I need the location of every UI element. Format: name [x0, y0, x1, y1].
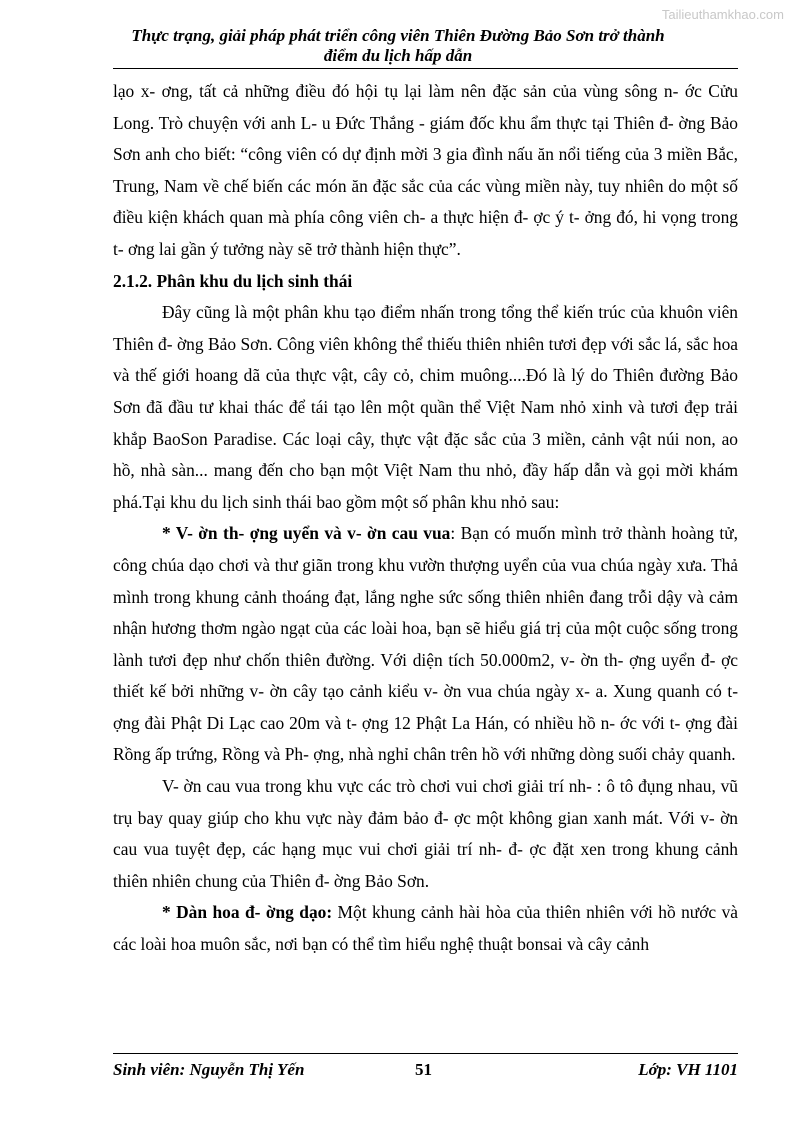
footer-class: Lớp: VH 1101 [638, 1060, 738, 1079]
header-divider [113, 68, 738, 69]
royal-garden-title: * V- ờn th- ợng uyển và v- ờn cau vua [162, 523, 451, 544]
watermark: Tailieuthamkhao.com [661, 7, 784, 22]
paragraph-king-palm: V- ờn cau vua trong khu vực các trò chơi vui chơi giải trí nh- : ô tô đụng nhau, vũ trụ bay quay giúp cho khu vực này đảm bảo đ- ợc một không gian xanh mát. Với v- ờn cau vua tuyệt đẹp, các hạng mục vui chơi giải trí nh- đ- ợc đặt xen trong khung cảnh thiên nhiên chung của Thiên đ- ờng Bảo Sơn. [113, 776, 738, 891]
paragraph-continued: lạo x- ơng, tất cả những điều đó hội tụ lại làm nên đặc sản của vùng sông n- ớc Cửu Long. Trò chuyện với anh L- u Đức Thắng - giám đốc khu ẩm thực tại Thiên đ- ờng Bảo Sơn anh cho biết: “công viên có dự định mời 3 gia đình nấu ăn nổi tiếng của 3 miền Bắc, Trung, Nam về chế biến các món ăn đặc sắc của các vùng miền này, tuy nhiên do một số điều kiện khách quan mà phía công viên ch- a thực hiện đ- ợc ý t- ởng đó, hi vọng trong t- ơng lai gần ý tưởng này sẽ trở thành hiện thực”. [113, 81, 738, 259]
page-footer [113, 1060, 738, 1084]
footer-divider [113, 1053, 738, 1054]
page-header-title: Thực trạng, giải pháp phát triển công viên Thiên Đường Bảo Sơn trở thành điểm du lịch hấp dẫn [131, 26, 665, 65]
footer-student: Sinh viên: Nguyễn Thị Yến [113, 1060, 305, 1079]
section-heading: 2.1.2. Phân khu du lịch sinh thái [113, 270, 353, 291]
flower-walkway-text: Một khung cảnh hài hòa của thiên nhiên với hồ nước và các loài hoa muôn sắc, nơi bạn có thể tìm hiểu nghệ thuật bonsai và cây cảnh [113, 902, 738, 955]
page-number: 51 [415, 1060, 432, 1079]
paragraph-royal-garden [113, 518, 738, 771]
flower-walkway-title: * Dàn hoa đ- ờng dạo: [162, 902, 333, 923]
paragraph-intro: Đây cũng là một phân khu tạo điểm nhấn trong tổng thể kiến trúc của khuôn viên Thiên đ- ờng Bảo Sơn. Công viên không thể thiếu thiên nhiên tươi đẹp với sắc lá, sắc hoa và thế giới hoang dã của thực vật, cây cỏ, chim muông....Đó là lý do Thiên đường Bảo Sơn đã đầu tư khai thác để tái tạo lên một quần thể Việt Nam nhỏ xinh và tươi đẹp trải khắp BaoSon Paradise. Các loại cây, thực vật đặc sắc của 3 miền, cảnh vật núi non, ao hồ, nhà sàn... mang đến cho bạn một Việt Nam thu nhỏ, đầy hấp dẫn và gọi mời khám phá.Tại khu du lịch sinh thái bao gồm một số phân khu nhỏ sau: [113, 302, 738, 512]
royal-garden-text: : Bạn có muốn mình trở thành hoàng tử, công chúa dạo chơi và thư giãn trong khu vườn thượng uyển của vua chúa ngày xưa. Thả mình trong khung cảnh thoáng đạt, lắng nghe sức sống thiên nhiên đang trỗi dậy và cảm nhận hương thơm ngào ngạt của các loài hoa, bạn sẽ hiểu giá trị của một cuộc sống trong lành tươi đẹp như chốn thiên đường. Với diện tích 50.000m2, v- ờn th- ợng uyển đ- ợc thiết kế bởi những v- ờn cây tạo cảnh kiểu v- ờn vua chúa ngày x- a. Xung quanh có t- ợng đài Phật Di Lạc cao 20m và t- ợng 12 Phật La Hán, có nhiều hồ n- ớc với t- ợng đài Rồng ấp trứng, Rồng và Ph- ợng, nhà nghỉ chân trên hồ với những dòng suối chảy quanh. [113, 523, 738, 765]
paragraph-flower-walkway [113, 897, 738, 960]
document-body [113, 76, 738, 961]
